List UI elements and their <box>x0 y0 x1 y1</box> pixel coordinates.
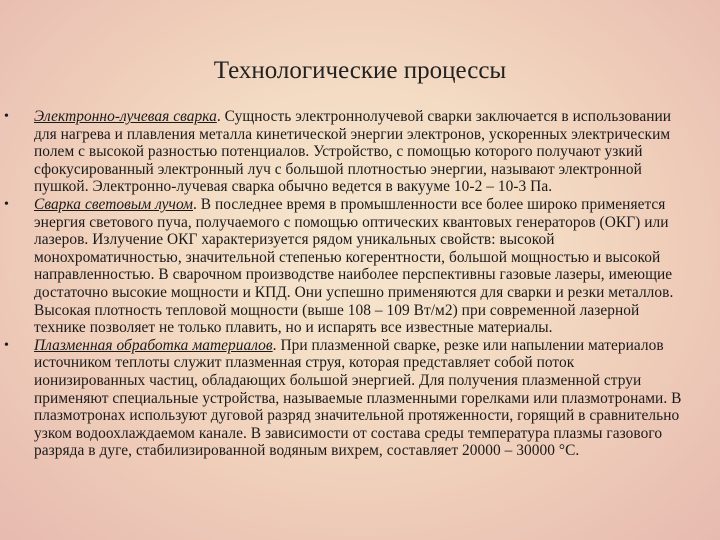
item-term: Электронно-лучевая сварка <box>34 108 217 125</box>
bullet-icon: • <box>4 337 9 353</box>
item-term: Сварка световым лучом <box>34 195 193 213</box>
item-text: . В последнее время в промышленности все более широко применяется энергия светового пуча, получаемого с помощью оптических квантовых генераторов (ОКГ) или лазеров. Излучение ОКГ характеризуется рядом уникальных свойств: высокой монохроматичностью, значительной степенью когерентности, большой мощностью и высокой направленностью. В сварочном производстве наиболее перспективны газовые лазеры, имеющие достаточно высокие мощности и КПД. Они успешно применяются для сварки и резки металлов. Высокая плотность тепловой мощности (выше 108 – 109 Вт/м2) при современной лазерной технике позволяет не только плавить, но и испарять все известные материалы. <box>34 195 674 337</box>
item-text: . Сущность электроннолучевой сварки заключается в использовании для нагрева и плавления металла кинетической энергии электронов, ускоренных электрическим полем с высокой разностью потенциалов. Устройство, с помощью которого получают узкий сфокусированный электронный луч с большой плотностью энергии, называют электронной пушкой. Электронно-лучевая сварка обычно ведется в вакууме 10-2 – 10-3 Па. <box>34 108 672 196</box>
list-item <box>4 336 688 460</box>
item-text: . При плазменной сварке, резке или напылении материалов источником теплоты служит плазменная струя, которая представляет собой поток ионизированных частиц, обладающих большой энергией. Для получения плазменной струи применяют специальные устройства, называемые плазменными горелками или плазмотронами. В плазмотронах используют дуговой разряд значительной протяженности, горящий в сравнительно узком водоохлаждаемом канале. В зависимости от состава среды температура плазмы газового разряда в дуге, стабилизированной водяным вихрем, составляет 20000 – 30000 °С. <box>34 336 682 460</box>
slide-title: Технологические процессы <box>213 57 507 84</box>
bullet-icon: • <box>4 196 9 212</box>
list-item <box>4 108 688 196</box>
list-item <box>4 195 688 337</box>
bullet-list <box>4 108 688 460</box>
bullet-icon: • <box>4 109 9 124</box>
item-term: Плазменная обработка материалов <box>34 336 273 354</box>
